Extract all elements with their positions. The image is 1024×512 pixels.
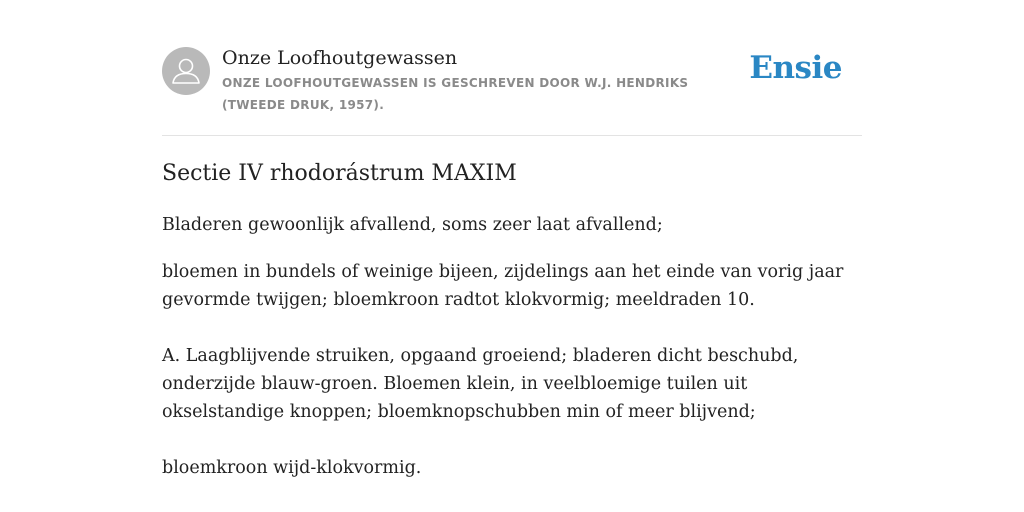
article-content bbox=[162, 158, 862, 482]
article-paragraph: bloemen in bundels of weinige bijeen, zijdelings aan het einde van vorig jaar gevormde twijgen; bloemkroon radtot klokvormig; meeldraden 10. bbox=[162, 262, 844, 310]
article-paragraph: Bladeren gewoonlijk afvallend, soms zeer laat afvallend; bbox=[162, 215, 663, 235]
source-avatar[interactable] bbox=[162, 47, 210, 95]
brand-logo[interactable]: Ensie bbox=[749, 50, 842, 86]
article-title: Sectie IV rhodorástrum MAXIM bbox=[162, 161, 517, 186]
source-title[interactable]: Onze Loofhoutgewassen bbox=[222, 47, 458, 69]
header-divider bbox=[162, 135, 862, 136]
article-paragraph: bloemkroon wijd-klokvormig. bbox=[162, 458, 422, 478]
source-description: ONZE LOOFHOUTGEWASSEN IS GESCHREVEN DOOR W.J. HENDRIKS (TWEEDE DRUK, 1957). bbox=[222, 76, 689, 112]
user-silhouette-icon bbox=[162, 47, 210, 95]
article-paragraph: A. Laagblijvende struiken, opgaand groeiend; bladeren dicht beschubd, onderzijde blauw-groen. Bloemen klein, in veelbloemige tuilen uit okselstandige knoppen; bloemknopschubben min of meer blijvend; bbox=[162, 346, 799, 422]
source-header bbox=[162, 46, 862, 116]
